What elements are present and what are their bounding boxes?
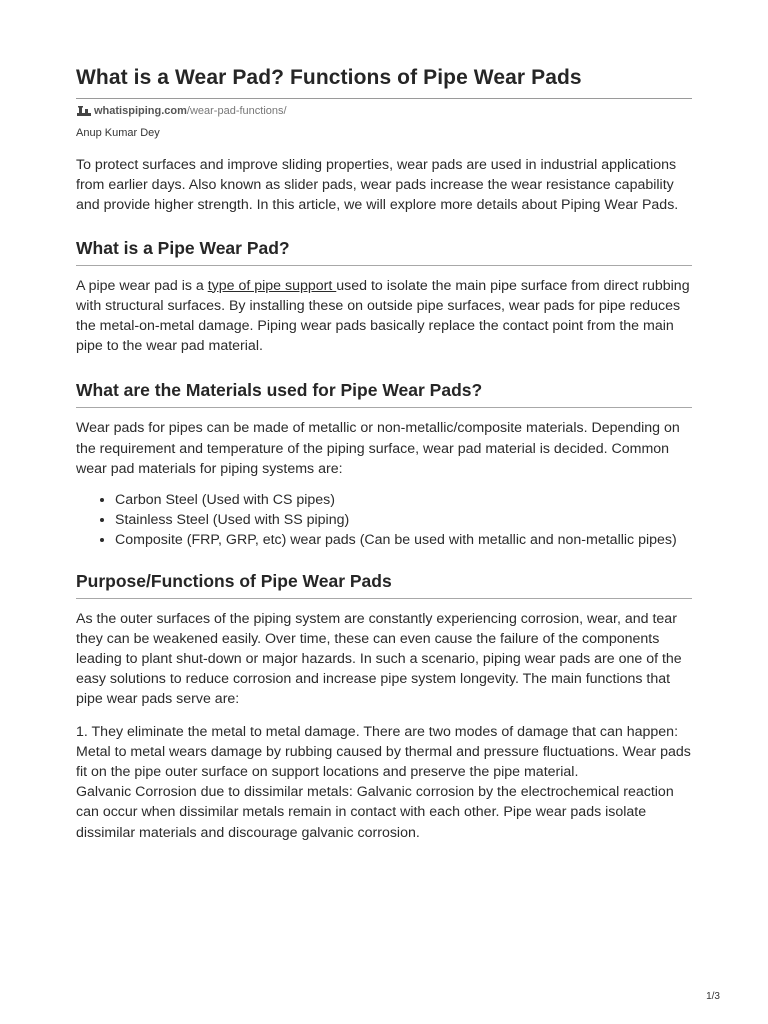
section1-paragraph	[76, 276, 692, 357]
point1-line2: Metal to metal wears damage by rubbing caused by thermal and pressure fluctuations. Wear pads fit on the pipe outer surface on support locations and preserve the pipe material.	[76, 743, 691, 781]
author-name: Anup Kumar Dey	[76, 127, 160, 139]
point1-line1: 1. They eliminate the metal to metal damage. There are two modes of damage that can happen:	[76, 723, 679, 740]
section-heading-what-is: What is a Pipe Wear Pad?	[76, 238, 692, 266]
section3-point1	[76, 722, 692, 843]
materials-list	[76, 490, 692, 551]
source-path: /wear-pad-functions/	[186, 105, 287, 117]
pipe-support-link[interactable]: type of pipe support	[207, 277, 337, 294]
page-number: 1/3	[706, 991, 720, 1002]
list-item: • Stainless Steel (Used with SS piping)	[115, 510, 692, 530]
point1-line3: Galvanic Corrosion due to dissimilar metals: Galvanic corrosion by the electrochemical reaction can occur when dissimilar metals remain in contact with each other. Pipe wear pads isolate dissimilar materials and discourage galvanic corrosion.	[76, 784, 674, 841]
site-logo-icon	[76, 105, 92, 117]
section1-text-after-link: used to isolate the main pipe surface from direct rubbing with structural surfaces. By installing these on outside pipe surfaces, wear pads for pipe reduces the metal-on-metal damage. Piping wear pads basically replace the contact point from the main pipe to the wear pad material.	[76, 277, 690, 355]
document-page	[76, 66, 692, 843]
intro-paragraph: To protect surfaces and improve sliding properties, wear pads are used in industrial applications from earlier days. Also known as slider pads, wear pads increase the wear resistance capability and provide higher strength. In this article, we will explore more details about Piping Wear Pads.	[76, 157, 679, 214]
source-domain: whatispiping.com	[94, 105, 187, 117]
source-link[interactable]	[94, 105, 287, 117]
section2-paragraph: Wear pads for pipes can be made of metallic or non-metallic/composite materials. Depending on the requirement and temperature of the piping surface, wear pad material is decided. Common wear pad materials for piping systems are:	[76, 420, 680, 477]
list-item: • Composite (FRP, GRP, etc) wear pads (Can be used with metallic and non-metallic pipes)	[115, 530, 692, 550]
section-heading-functions: Purpose/Functions of Pipe Wear Pads	[76, 571, 692, 599]
list-item: • Carbon Steel (Used with CS pipes)	[115, 490, 692, 510]
source-line	[76, 105, 692, 117]
page-title: What is a Wear Pad? Functions of Pipe Wear Pads	[76, 66, 692, 99]
section3-paragraph: As the outer surfaces of the piping system are constantly experiencing corrosion, wear, and tear they can be weakened easily. Over time, these can even cause the failure of the components leading to plant shut-down or major hazards. In such a scenario, piping wear pads are one of the easy solutions to reduce corrosion and increase pipe system longevity. The main functions that pipe wear pads serve are:	[76, 610, 682, 708]
section-heading-materials: What are the Materials used for Pipe Wear Pads?	[76, 380, 692, 408]
section1-text-before-link: A pipe wear pad is a	[76, 277, 208, 294]
